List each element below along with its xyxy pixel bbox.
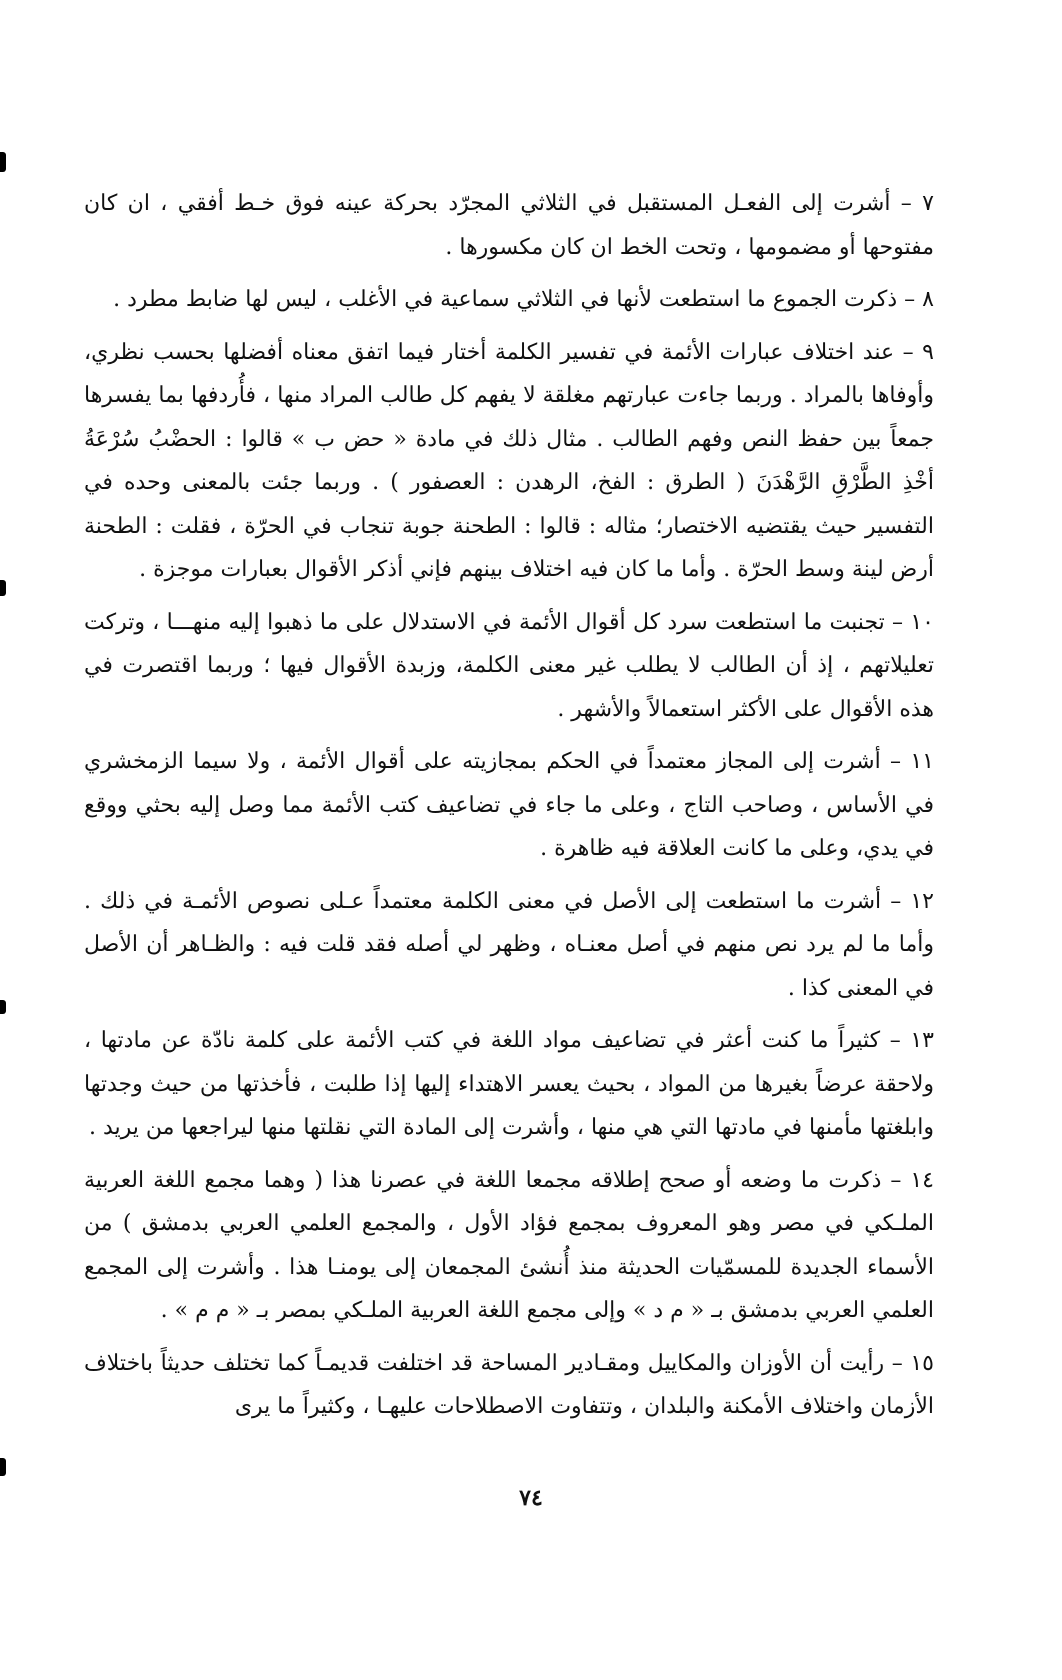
- paragraph-8: ٨ – ذكرت الجموع ما استطعت لأنها في الثلاثي سماعية في الأغلب ، ليس لها ضابط مطرد .: [113, 287, 934, 312]
- body-text: [84, 182, 934, 1438]
- paragraph-11: ١١ – أشرت إلى المجاز معتمداً في الحكم بمجازيته على أقوال الأئمة ، ولا سيما الزمخشري في الأساس ، وصاحب التاج ، وعلى ما جاء في تضاعيف كتب الأئمة مما وصل إليه بحثي ووقع في يدي، وعلى ما كانت العلاقة فيه ظاهرة .: [84, 749, 934, 861]
- paragraph-12: ١٢ – أشرت ما استطعت إلى الأصل في معنى الكلمة معتمداً عـلى نصوص الأئمـة في ذلك . وأما ما لم يرد نص منهم في أصل معنـاه ، وظهر لي أصله فقد قلت فيه : والظـاهر أن الأصل في المعنى كذا .: [84, 888, 934, 1001]
- scan-edge-mark: [0, 1000, 6, 1014]
- scan-edge-mark: [0, 580, 6, 596]
- scan-edge-mark: [0, 1458, 6, 1476]
- paragraph-10: ١٠ – تجنبت ما استطعت سرد كل أقوال الأئمة في الاستدلال على ما ذهبوا إليه منهـــا ، وتركت تعليلاتهم ، إذ أن الطالب لا يطلب غير معنى الكلمة، وزبدة الأقوال فيها ؛ وربما اقتصرت في هذه الأقوال على الأكثر استعمالاً والأشهر .: [84, 609, 934, 722]
- paragraph-15: ١٥ – رأيت أن الأوزان والمكاييل ومقـادير المساحة قد اختلفت قديمـاً كما تختلف حديثاً باختلاف الأزمان واختلاف الأمكنة والبلدان ، وتتفاوت الاصطلاحات عليهـا ، وكثيراً ما يرى: [84, 1350, 934, 1419]
- paragraph-7: ٧ – أشرت إلى الفعـل المستقبل في الثلاثي المجرّد بحركة عينه فوق خـط أفقي ، ان كان مفتوحها أو مضمومها ، وتحت الخط ان كان مكسورها .: [84, 191, 934, 260]
- paragraph-14: ١٤ – ذكرت ما وضعه أو صحح إطلاقه مجمعا اللغة في عصرنا هذا ( وهما مجمع اللغة العربية الملـكي في مصر وهو المعروف بمجمع فؤاد الأول ، والمجمع العلمي العربي بدمشق ) من الأسماء الجديدة للمسمّيات الحديثة منذ أُنشئ المجمعان إلى يومنـا هذا . وأشرت إلى المجمع العلمي العربي بدمشق بـ « م د » وإلى مجمع اللغة العربية الملـكي بمصر بـ « م م » .: [84, 1167, 934, 1323]
- page-number: ٧٤: [519, 1485, 543, 1511]
- paragraph-13: ١٣ – كثيراً ما كنت أعثر في تضاعيف مواد اللغة في كتب الأئمة على كلمة نادّة عن مادتها ، ولاحقة عرضاً بغيرها من المواد ، بحيث يعسر الاهتداء إليها إذا طلبت ، فأخذتها من حيث وجدتها وابلغتها مأمنها في مادتها التي هي منها ، وأشرت إلى المادة التي نقلتها منها ليراجعها من يريد .: [84, 1028, 934, 1140]
- scan-edge-mark: [0, 152, 6, 172]
- paragraph-9: ٩ – عند اختلاف عبارات الأئمة في تفسير الكلمة أختار فيما اتفق معناه أفضلها بحسب نظري، وأوفاها بالمراد . وربما جاءت عبارتهم مغلقة لا يفهم كل طالب المراد منها ، فأُردفها بما يفسرها جمعاً بين حفظ النص وفهم الطالب . مثال ذلك في مادة « حض ب » قالوا : الحضْبُ سُرْعَةُ أخْذِ الطَّرْقِ الرَّهْدَنَ ( الطرق : الفخ، الرهدن : العصفور ) . وربما جئت بالمعنى وحده في التفسير حيث يقتضيه الاختصار؛ مثاله : قالوا : الطحنة جوبة تنجاب في الحرّة ، فقلت : الطحنة أرض لينة وسط الحرّة . وأما ما كان فيه اختلاف بينهم فإني أذكر الأقوال بعبارات موجزة .: [84, 339, 934, 582]
